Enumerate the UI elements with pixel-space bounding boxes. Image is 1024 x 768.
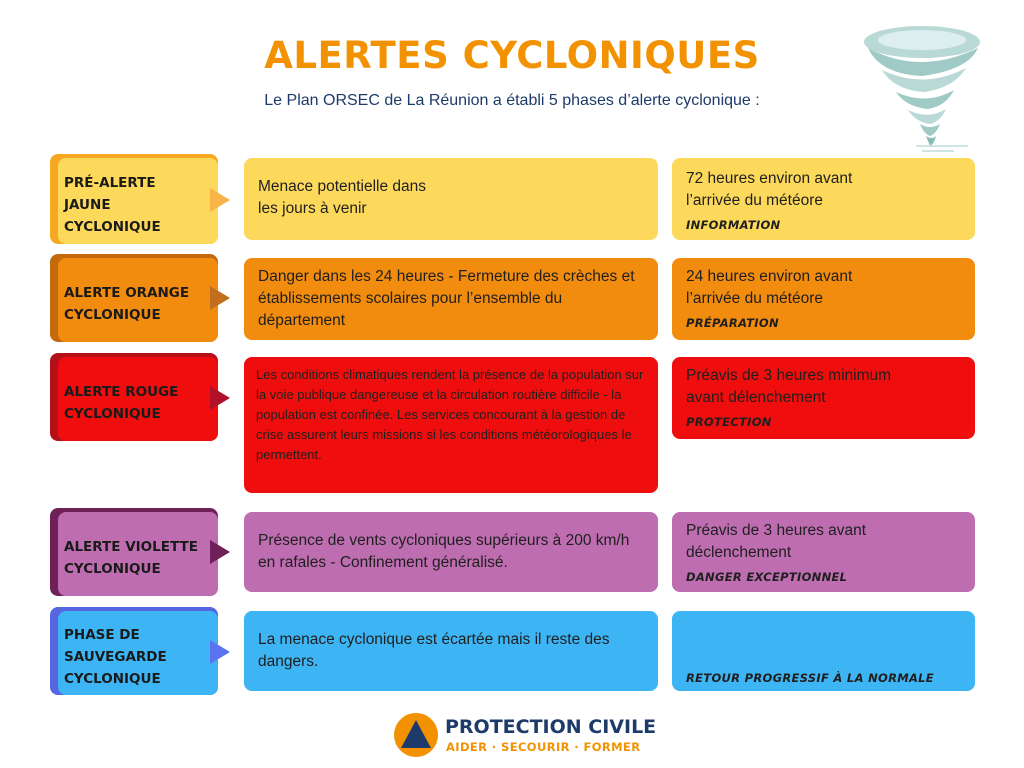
alert-description: Danger dans les 24 heures - Fermeture des crèches et établissements scolaires pour l’ensemble du département xyxy=(244,258,658,340)
alert-timing: 24 heures environ avant l’arrivée du météore xyxy=(686,268,853,307)
logo-tagline: AIDER · SECOURIR · FORMER xyxy=(446,740,641,754)
alert-tag-yellow xyxy=(50,154,218,244)
alert-description: Menace potentielle dans les jours à venir xyxy=(244,158,658,240)
alert-timing-box xyxy=(672,158,975,240)
alert-timing-box xyxy=(672,258,975,340)
alert-timing-box xyxy=(672,512,975,592)
alert-phase: PRÉPARATION xyxy=(686,316,779,330)
alert-phase: PROTECTION xyxy=(686,415,772,429)
alert-description: Présence de vents cycloniques supérieurs à 200 km/h en rafales - Confinement généralisé. xyxy=(244,512,658,592)
alert-tag-blue xyxy=(50,607,218,695)
alert-timing: Préavis de 3 heures minimum avant délenchement xyxy=(686,367,892,406)
alert-label: ALERTE VIOLETTE CYCLONIQUE xyxy=(64,539,198,577)
protection-civile-logo xyxy=(393,712,657,760)
alert-label: ALERTE ORANGE CYCLONIQUE xyxy=(64,285,190,323)
logo-brand: PROTECTION CIVILE xyxy=(445,716,657,738)
alert-phase: INFORMATION xyxy=(686,218,781,232)
alert-timing: 72 heures environ avant l’arrivée du météore xyxy=(686,170,853,209)
alert-timing-box xyxy=(672,611,975,691)
alert-timing-box xyxy=(672,357,975,439)
alert-label: PHASE DE SAUVEGARDE CYCLONIQUE xyxy=(64,627,167,687)
page-subtitle: Le Plan ORSEC de La Réunion a établi 5 phases d’alerte cyclonique : xyxy=(264,92,760,109)
alert-label: PRÉ-ALERTE JAUNE CYCLONIQUE xyxy=(64,175,161,235)
alert-tag-orange xyxy=(50,254,218,342)
tornado-icon xyxy=(850,18,990,158)
civil-protection-triangle-icon xyxy=(393,712,439,758)
alert-tag-violet xyxy=(50,508,218,596)
alert-timing: Préavis de 3 heures avant déclenchement xyxy=(686,522,867,561)
alert-phase: RETOUR PROGRESSIF À LA NORMALE xyxy=(686,671,934,685)
alert-label: ALERTE ROUGE CYCLONIQUE xyxy=(64,384,179,422)
alert-description: Les conditions climatiques rendent la présence de la population sur la voie publique dangereuse et la circulation routière difficile - la population est confinée. Les services concourant à la gestion de crise assurent leurs missions si les conditions météorologiques le permettent. xyxy=(244,357,658,493)
alert-timing xyxy=(686,621,961,665)
arrow-right-icon xyxy=(210,286,230,310)
page-title: ALERTES CYCLONIQUES xyxy=(264,34,760,77)
arrow-right-icon xyxy=(210,640,230,664)
alert-tag-red xyxy=(50,353,218,441)
arrow-right-icon xyxy=(210,386,230,410)
arrow-right-icon xyxy=(210,540,230,564)
arrow-right-icon xyxy=(210,188,230,212)
alert-description: La menace cyclonique est écartée mais il reste des dangers. xyxy=(244,611,658,691)
alert-phase: DANGER EXCEPTIONNEL xyxy=(686,570,848,584)
